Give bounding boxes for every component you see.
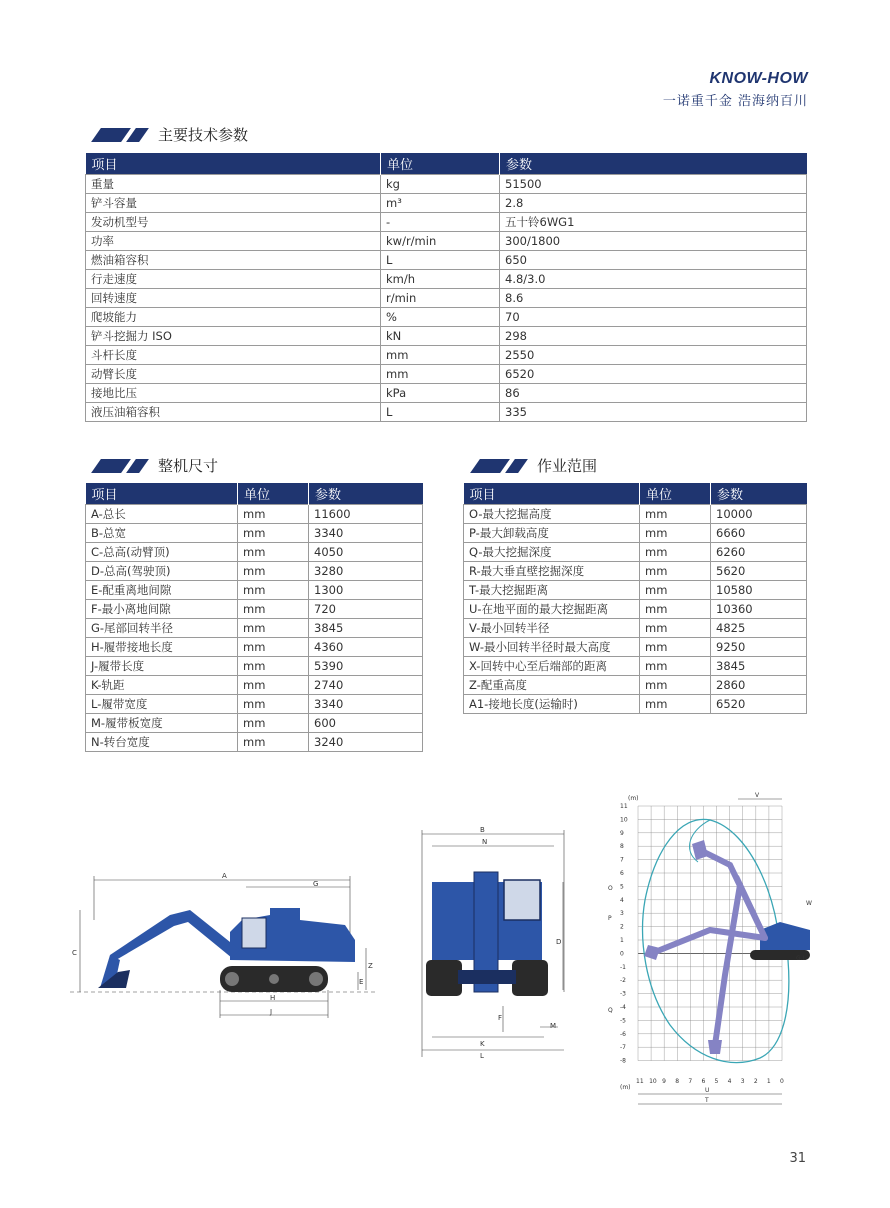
cell-unit: mm	[238, 581, 309, 600]
cell-unit: mm	[381, 365, 500, 384]
table-row	[86, 365, 807, 384]
cell-unit: kw/r/min	[381, 232, 500, 251]
y-tick-label: 5	[620, 883, 624, 891]
cell-value: 3280	[309, 562, 423, 581]
table-row	[464, 638, 807, 657]
x-tick-label: 4	[727, 1078, 732, 1085]
range-header-unit: 单位	[640, 483, 711, 505]
range-arm-poses	[655, 850, 765, 1045]
cell-value: 3340	[309, 695, 423, 714]
cell-item: O-最大挖掘高度	[464, 505, 640, 524]
cell-value: 6520	[500, 365, 807, 384]
range-machine-body	[760, 922, 810, 950]
cell-value: 2.8	[500, 194, 807, 213]
cell-value: 2860	[711, 676, 807, 695]
cell-item: H-履带接地长度	[86, 638, 238, 657]
y-tick-label: 0	[620, 950, 624, 958]
cell-unit: mm	[381, 346, 500, 365]
y-tick-label: 4	[620, 896, 624, 904]
boom-logo-text: 诺浩	[166, 925, 185, 942]
table-row	[464, 600, 807, 619]
table-row	[86, 562, 423, 581]
cell-item: 斗杆长度	[86, 346, 381, 365]
cell-item: A1-接地长度(运输时)	[464, 695, 640, 714]
table-row	[464, 562, 807, 581]
cell-item: N-转台宽度	[86, 733, 238, 752]
table-row	[464, 695, 807, 714]
spec-title-text: 主要技术参数	[158, 126, 249, 144]
cell-unit: %	[381, 308, 500, 327]
dim-label-c: C	[72, 949, 77, 957]
spec-table	[85, 153, 807, 422]
x-tick-label: 6	[701, 1078, 706, 1085]
dims-section-title	[96, 455, 218, 476]
y-tick-label: -1	[620, 963, 626, 971]
cell-value: 5390	[309, 657, 423, 676]
table-row	[86, 524, 423, 543]
brand-slogan: 一诺重千金 浩海纳百川	[662, 94, 808, 109]
cell-unit: m³	[381, 194, 500, 213]
cell-item: 动臂长度	[86, 365, 381, 384]
cell-value: 51500	[500, 175, 807, 194]
cell-unit: mm	[640, 600, 711, 619]
cell-item: R-最大垂直壁挖掘深度	[464, 562, 640, 581]
cell-item: 功率	[86, 232, 381, 251]
cell-value: 3845	[309, 619, 423, 638]
range-title-text: 作业范围	[537, 457, 598, 475]
table-row	[86, 657, 423, 676]
table-row	[86, 175, 807, 194]
cell-value: 5620	[711, 562, 807, 581]
cell-item: B-总宽	[86, 524, 238, 543]
dim-label-j: J	[270, 1008, 273, 1016]
table-row	[86, 733, 423, 752]
x-tick-label: 1	[766, 1078, 771, 1085]
dims-header-item: 项目	[86, 483, 238, 505]
x-tick-label: 2	[753, 1078, 758, 1085]
cell-item: E-配重离地间隙	[86, 581, 238, 600]
table-row	[86, 194, 807, 213]
y-tick-label: 2	[620, 923, 624, 931]
range-unit-bottom: (m)	[620, 1084, 631, 1091]
table-row	[464, 619, 807, 638]
cell-unit: mm	[640, 543, 711, 562]
table-row	[86, 403, 807, 422]
cell-item: Q-最大挖掘深度	[464, 543, 640, 562]
range-label-t: T	[705, 1097, 709, 1104]
spec-section-title	[96, 124, 248, 145]
cell-unit: -	[381, 213, 500, 232]
table-row	[86, 327, 807, 346]
cell-unit: kPa	[381, 384, 500, 403]
table-row	[86, 581, 423, 600]
cell-item: 液压油箱容积	[86, 403, 381, 422]
cell-value: 4050	[309, 543, 423, 562]
brand-name: KNOW-HOW	[709, 70, 808, 87]
y-tick-label: 1	[620, 937, 624, 944]
y-tick-label: -5	[620, 1017, 626, 1025]
table-row	[86, 346, 807, 365]
dim-label-d: D	[556, 938, 562, 946]
spec-header-value: 参数	[500, 153, 807, 175]
cell-value: 600	[309, 714, 423, 733]
cell-item: P-最大卸载高度	[464, 524, 640, 543]
cell-value: 4.8/3.0	[500, 270, 807, 289]
cell-item: V-最小回转半径	[464, 619, 640, 638]
cell-unit: mm	[238, 695, 309, 714]
table-row	[464, 676, 807, 695]
cell-unit: mm	[640, 657, 711, 676]
cell-value: 五十铃6WG1	[500, 213, 807, 232]
y-tick-label: -4	[620, 1004, 626, 1011]
cell-unit: mm	[238, 638, 309, 657]
table-row	[86, 251, 807, 270]
range-label-v: V	[755, 792, 760, 799]
page-number: 31	[789, 1151, 806, 1166]
cell-value: 11600	[309, 505, 423, 524]
dims-header-value: 参数	[309, 483, 423, 505]
section-marker-icon	[91, 128, 149, 142]
cell-item: C-总高(动臂顶)	[86, 543, 238, 562]
cell-value: 10000	[711, 505, 807, 524]
cell-item: K-轨距	[86, 676, 238, 695]
cell-unit: mm	[238, 619, 309, 638]
cell-unit: mm	[238, 733, 309, 752]
table-row	[464, 505, 807, 524]
cell-unit: mm	[640, 581, 711, 600]
table-row	[86, 289, 807, 308]
cell-value: 2740	[309, 676, 423, 695]
y-tick-label: -6	[620, 1030, 626, 1038]
table-row	[464, 657, 807, 676]
cell-value: 3240	[309, 733, 423, 752]
x-tick-label: 3	[740, 1078, 745, 1085]
cell-item: X-回转中心至后端部的距离	[464, 657, 640, 676]
cell-item: 爬坡能力	[86, 308, 381, 327]
cell-unit: mm	[238, 600, 309, 619]
cell-item: 回转速度	[86, 289, 381, 308]
dim-label-m: M	[550, 1022, 557, 1030]
dim-label-l: L	[480, 1052, 484, 1060]
cell-value: 6260	[711, 543, 807, 562]
x-tick-label: 11	[636, 1078, 644, 1085]
table-row	[86, 600, 423, 619]
cell-value: 298	[500, 327, 807, 346]
working-range-diagram	[610, 790, 815, 1108]
cell-item: W-最小回转半径时最大高度	[464, 638, 640, 657]
cell-unit: mm	[238, 676, 309, 695]
cell-unit: mm	[238, 657, 309, 676]
cell-unit: mm	[238, 524, 309, 543]
cell-value: 10360	[711, 600, 807, 619]
cell-unit: mm	[640, 676, 711, 695]
cell-unit: mm	[238, 562, 309, 581]
table-row	[86, 638, 423, 657]
table-row	[86, 232, 807, 251]
cell-item: 燃油箱容积	[86, 251, 381, 270]
y-tick-label: 9	[620, 829, 624, 837]
table-row	[86, 384, 807, 403]
cell-unit: mm	[238, 543, 309, 562]
cell-value: 86	[500, 384, 807, 403]
x-tick-label: 5	[714, 1078, 719, 1085]
cell-value: 1300	[309, 581, 423, 600]
cab-window-shape	[242, 918, 266, 948]
cell-unit: kg	[381, 175, 500, 194]
y-tick-label: -8	[620, 1057, 626, 1065]
table-row	[86, 543, 423, 562]
cell-value: 335	[500, 403, 807, 422]
cell-item: 重量	[86, 175, 381, 194]
y-tick-label: 6	[620, 870, 624, 877]
table-row	[86, 676, 423, 695]
table-row	[464, 543, 807, 562]
spec-header-unit: 单位	[381, 153, 500, 175]
cell-unit: mm	[640, 695, 711, 714]
dim-label-h: H	[270, 994, 276, 1002]
cell-value: 8.6	[500, 289, 807, 308]
cell-item: 铲斗挖掘力 ISO	[86, 327, 381, 346]
cell-value: 3845	[711, 657, 807, 676]
table-row	[86, 505, 423, 524]
table-row	[86, 270, 807, 289]
cell-unit: km/h	[381, 270, 500, 289]
dim-label-a: A	[222, 872, 227, 880]
range-header-item: 项目	[464, 483, 640, 505]
cell-item: F-最小离地间隙	[86, 600, 238, 619]
front-view-diagram	[418, 822, 568, 1062]
range-table	[463, 483, 807, 714]
range-label-q: Q	[608, 1007, 613, 1014]
y-tick-label: 7	[620, 856, 624, 864]
section-marker-icon	[470, 459, 528, 473]
dim-label-f: F	[498, 1014, 503, 1022]
y-tick-label: -3	[620, 990, 626, 998]
cell-item: 接地比压	[86, 384, 381, 403]
cell-item: A-总长	[86, 505, 238, 524]
y-tick-label: -2	[620, 977, 626, 985]
cell-unit: mm	[640, 505, 711, 524]
cell-unit: mm	[640, 562, 711, 581]
cell-value: 4825	[711, 619, 807, 638]
cell-value: 6520	[711, 695, 807, 714]
dim-label-z: Z	[368, 962, 373, 970]
y-tick-label: 10	[620, 816, 628, 824]
front-cab-window	[504, 880, 540, 920]
cell-unit: L	[381, 403, 500, 422]
right-track	[512, 960, 548, 996]
cell-value: 70	[500, 308, 807, 327]
y-tick-label: 3	[620, 910, 624, 918]
cell-unit: kN	[381, 327, 500, 346]
cell-value: 3340	[309, 524, 423, 543]
cell-unit: mm	[238, 714, 309, 733]
table-row	[86, 695, 423, 714]
range-section-title	[475, 455, 597, 476]
table-row	[86, 308, 807, 327]
side-view-diagram	[70, 860, 390, 1025]
cell-value: 6660	[711, 524, 807, 543]
dim-label-n: N	[482, 838, 488, 846]
cell-item: J-履带长度	[86, 657, 238, 676]
cell-value: 4360	[309, 638, 423, 657]
section-marker-icon	[91, 459, 149, 473]
table-row	[86, 213, 807, 232]
cell-unit: mm	[640, 619, 711, 638]
cell-value: 10580	[711, 581, 807, 600]
dim-label-e: E	[359, 978, 364, 986]
x-tick-label: 9	[662, 1078, 667, 1085]
range-header-value: 参数	[711, 483, 807, 505]
x-tick-label: 10	[649, 1078, 657, 1085]
y-tick-label: -7	[620, 1044, 626, 1052]
cell-value: 300/1800	[500, 232, 807, 251]
left-track	[426, 960, 462, 996]
range-unit-top: (m)	[628, 795, 639, 802]
range-label-p: P	[608, 915, 612, 922]
cell-item: M-履带板宽度	[86, 714, 238, 733]
cell-item: U-在地平面的最大挖掘距离	[464, 600, 640, 619]
cell-item: T-最大挖掘距离	[464, 581, 640, 600]
range-label-o: O	[608, 885, 613, 892]
range-label-u: U	[705, 1087, 710, 1094]
cell-item: G-尾部回转半径	[86, 619, 238, 638]
cell-unit: mm	[238, 505, 309, 524]
y-tick-label: 11	[620, 803, 628, 810]
range-label-w: W	[806, 900, 812, 907]
dims-table	[85, 483, 423, 752]
cell-value: 2550	[500, 346, 807, 365]
cell-item: D-总高(驾驶顶)	[86, 562, 238, 581]
range-label-gl: G.L	[796, 955, 806, 962]
cell-unit: mm	[640, 524, 711, 543]
x-tick-label: 7	[688, 1078, 693, 1085]
x-tick-label: 8	[675, 1078, 680, 1085]
cell-value: 650	[500, 251, 807, 270]
spec-header-item: 项目	[86, 153, 381, 175]
cell-item: Z-配重高度	[464, 676, 640, 695]
cell-unit: r/min	[381, 289, 500, 308]
table-row	[86, 619, 423, 638]
cell-item: L-履带宽度	[86, 695, 238, 714]
table-row	[464, 581, 807, 600]
table-row	[86, 714, 423, 733]
cell-value: 9250	[711, 638, 807, 657]
dim-label-k: K	[480, 1040, 485, 1048]
brand-block	[663, 70, 808, 109]
cell-item: 行走速度	[86, 270, 381, 289]
dim-label-b: B	[480, 826, 485, 834]
cell-item: 铲斗容量	[86, 194, 381, 213]
dim-label-g: G	[313, 880, 319, 888]
cell-item: 发动机型号	[86, 213, 381, 232]
cell-unit: L	[381, 251, 500, 270]
table-row	[464, 524, 807, 543]
cell-unit: mm	[640, 638, 711, 657]
dims-header-unit: 单位	[238, 483, 309, 505]
cell-value: 720	[309, 600, 423, 619]
dims-title-text: 整机尺寸	[158, 457, 219, 475]
y-tick-label: 8	[620, 843, 624, 851]
x-tick-label: 0	[780, 1078, 784, 1085]
